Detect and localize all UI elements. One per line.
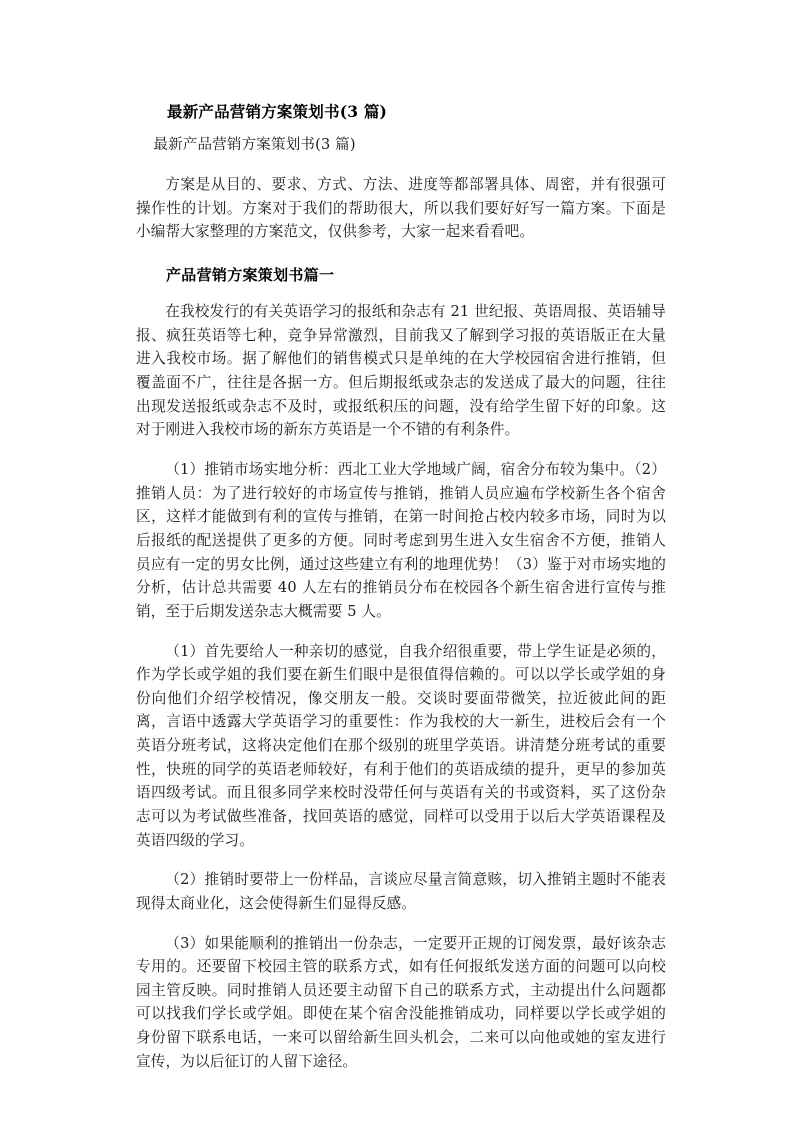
document-content [136, 100, 666, 1073]
body-paragraph: （2）推销时要带上一份样品，言谈应尽量言简意赅，切入推销主题时不能表现得太商业化，这会使得新生们显得反感。 [136, 871, 666, 912]
body-paragraph: （3）如果能顺利的推销出一份杂志，一定要开正规的订阅发票，最好该杂志专用的。还要留下校园主管的联系方式，如有任何报纸发送方面的问题可以向校园主管反映。同时推销人员还要主动留下自己的联系方式，主动提出什么问题都可以找我们学长或学姐。即使在某个宿舍没能推销成功，同样要以学长或学姐的身份留下联系电话，一来可以留给新生回头机会，二来可以向他或她的室友进行宣传，为以后征订的人留下途径。 [136, 934, 666, 1070]
document-subtitle: 最新产品营销方案策划书(3 篇) [153, 137, 356, 154]
intro-paragraph: 方案是从目的、要求、方式、方法、进度等都部署具体、周密，并有很强可操作性的计划。方案对于我们的帮助很大，所以我们要好好写一篇方案。下面是小编帮大家整理的方案范文，仅供参考，大家一起来看看吧。 [136, 176, 666, 241]
document-title: 最新产品营销方案策划书(3 篇) [167, 102, 388, 121]
section-heading: 产品营销方案策划书篇一 [166, 265, 335, 284]
body-paragraph: （1）首先要给人一种亲切的感觉，自我介绍很重要，带上学生证是必须的，作为学长或学姐的我们要在新生们眼中是很值得信赖的。可以以学长或学姐的身份向他们介绍学校情况，像交朋友一般。交谈时要面带微笑，拉近彼此间的距离，言语中透露大学英语学习的重要性：作为我校的大一新生，进校后会有一个英语分班考试，这将决定他们在那个级别的班里学英语。讲清楚分班考试的重要性，快班的同学的英语老师较好，有利于他们的英语成绩的提升，更早的参加英语四级考试。而且很多同学来校时没带任何与英语有关的书或资料，买了这份杂志可以为考试做些准备，找回英语的感觉，同样可以受用于以后大学英语课程及英语四级的学习。 [136, 642, 666, 849]
body-paragraph: （1）推销市场实地分析：西北工业大学地域广阔，宿舍分布较为集中。（2）推销人员：为了进行较好的市场宣传与推销，推销人员应遍布学校新生各个宿舍区，这样才能做到有利的宣传与推销，在第一时间抢占校内较多市场，同时为以后报纸的配送提供了更多的方便。同时考虑到男生进入女生宿舍不方便，推销人员应有一定的男女比例，通过这些建立有利的地理优势！（3）鉴于对市场实地的分析，估计总共需要 40 人左右的推销员分布在校园各个新生宿舍进行宣传与推销，至于后期发送杂志大概需要 5 人。 [136, 461, 666, 620]
body-paragraph: 在我校发行的有关英语学习的报纸和杂志有 21 世纪报、英语周报、英语辅导报、疯狂英语等七种，竞争异常激烈，目前我又了解到学习报的英语版正在大量进入我校市场。据了解他们的销售模式只是单纯的在大学校园宿舍进行推销，但覆盖面不广，往往是各据一方。但后期报纸或杂志的发送成了最大的问题，往往出现发送报纸或杂志不及时，或报纸积压的问题，没有给学生留下好的印象。这对于刚进入我校市场的新东方英语是一个不错的有利条件。 [136, 303, 666, 439]
